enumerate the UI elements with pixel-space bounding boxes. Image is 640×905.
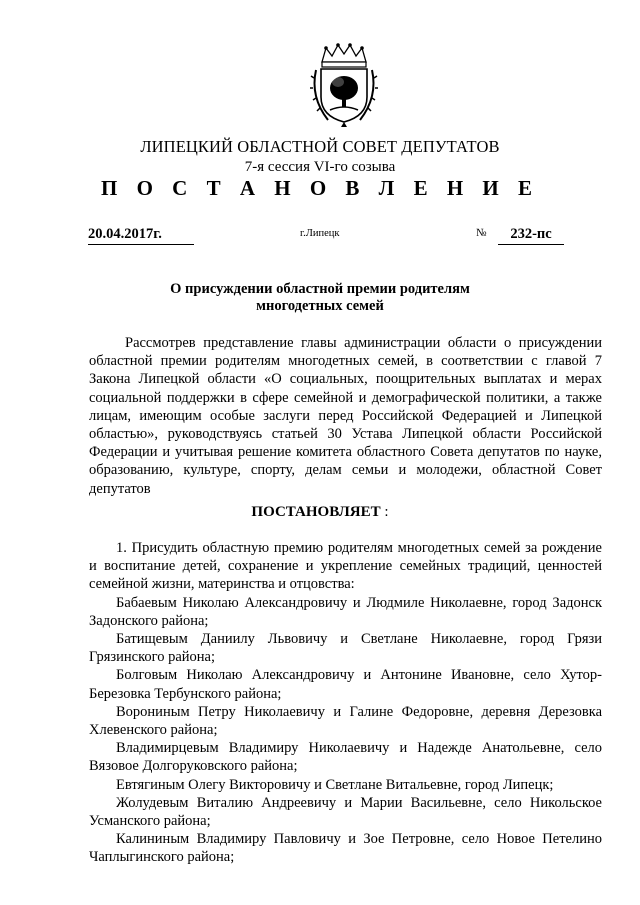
recipient-item: Владимирцевым Владимиру Николаевичу и Надежде Анатольевне, село Вязовое Долгоруковского района; — [89, 740, 602, 775]
number-sign: № — [476, 227, 487, 239]
recipient-item: Бабаевым Николаю Александровичу и Людмиле Николаевне, город Задонск Задонского района; — [89, 594, 602, 629]
clause-1: 1. Присудить областную премию родителям многодетных семей за рождение и воспитание детей, сохранение и укрепление семейных традиций, ценностей семейной жизни, материнства и отцовства: — [89, 540, 602, 593]
recipient-item: Калининым Владимиру Павловичу и Зое Петровне, село Новое Петелино Чаплыгинского района; — [89, 831, 602, 866]
document-date: 20.04.2017г. — [88, 226, 194, 245]
resolution-body — [89, 539, 602, 867]
council-name: ЛИПЕЦКИЙ ОБЛАСТНОЙ СОВЕТ ДЕПУТАТОВ — [140, 137, 500, 156]
preamble-block — [89, 334, 602, 498]
coat-of-arms-emblem — [308, 42, 380, 128]
document-number: 232-пс — [498, 226, 564, 245]
recipient-item: Болговым Николаю Александровичу и Антонине Ивановне, село Хутор-Березовка Тербунского района; — [89, 667, 602, 702]
document-type: П О С Т А Н О В Л Е Н И Е — [100, 176, 539, 200]
decree-word: ПОСТАНОВЛЯЕТ — [251, 504, 381, 520]
title-line-1: О присуждении областной премии родителям — [170, 281, 470, 297]
decree-heading — [0, 504, 640, 521]
document-title — [0, 281, 640, 315]
document-city: г.Липецк — [300, 228, 340, 239]
recipient-item: Батищевым Даниилу Львовичу и Светлане Николаевне, город Грязи Грязинского района; — [89, 631, 602, 666]
decree-suffix: : — [380, 504, 389, 520]
recipient-item: Ворониным Петру Николаевичу и Галине Федоровне, деревня Дерезовка Хлевенского района; — [89, 703, 602, 739]
session-line: 7-я сессия VI-го созыва — [244, 159, 396, 175]
recipient-item: Евтягиным Олегу Викторовичу и Светлане Витальевне, город Липецк; — [116, 776, 554, 793]
recipient-item: Жолудевым Виталию Андреевичу и Марии Васильевне, село Никольское Усманского района; — [89, 794, 602, 830]
preamble-paragraph: Рассмотрев представление главы администрации области о присуждении областной премии родителям многодетных семей, в соответствии с главой 7 Закона Липецкой области «О социальных, поощрительных выплатах и мерах социальной поддержки в сфере семейной и демографической политики, а также лицам, имеющим особые заслуги перед Российской Федерацией и Липецкой областью», руководствуясь статьей 30 Устава Липецкой области Российской Федерации и учитывая решение комитета областного Совета депутатов по науке, образованию, культуре, спорту, делам семьи и молодежи, областной Совет депутатов — [89, 335, 602, 497]
title-line-2: многодетных семей — [256, 298, 384, 314]
